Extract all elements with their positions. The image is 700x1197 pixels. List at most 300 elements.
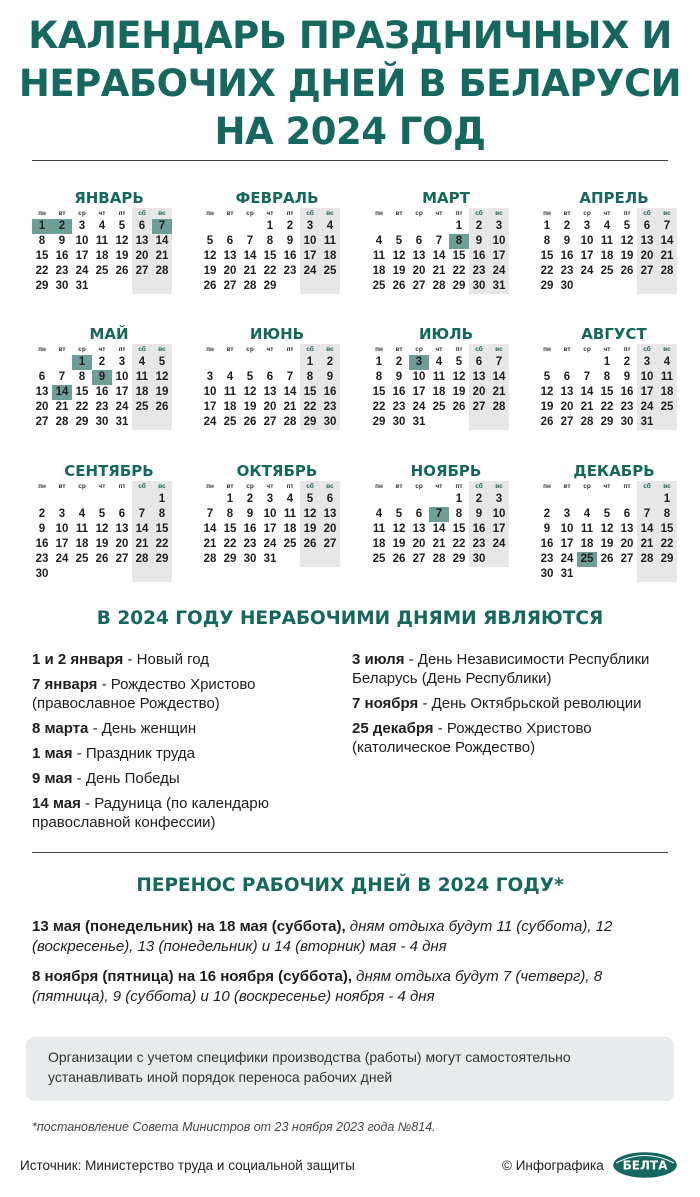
day-cell: 13 [115,523,129,535]
day-cell: 8 [543,235,551,247]
week-row [369,385,509,400]
day-cell: 9 [543,523,551,535]
day-cell: 22 [540,265,554,277]
week-row [200,385,340,400]
day-cell: 9 [58,235,66,247]
transfer-title: ПЕРЕНОС РАБОЧИХ ДНЕЙ В 2024 ГОДУ* [136,875,564,896]
weekday-label: пт [623,483,631,490]
day-cell: 26 [452,401,466,413]
day-cell: 3 [495,493,503,505]
day-cell: 29 [660,553,674,565]
holiday-day: 7 [152,219,172,234]
day-cell: 12 [243,386,257,398]
month-calendar [32,324,180,430]
day-cell: 4 [375,235,383,247]
week-row [369,415,509,430]
day-cell: 27 [412,553,426,565]
day-cell: 1 [543,220,551,232]
day-cell: 24 [115,401,129,413]
day-cell: 9 [246,508,254,520]
day-cell: 20 [412,265,426,277]
weekday-label: ср [246,346,254,353]
day-cell: 2 [475,220,483,232]
day-cell: 6 [226,235,234,247]
weekday-label: вт [58,346,66,353]
day-cell: 21 [492,386,506,398]
empty-cell [617,492,637,507]
month-name: АПРЕЛЬ [579,189,649,207]
weekday-label: вт [563,483,571,490]
weekday-label: пт [286,483,294,490]
day-cell: 28 [203,553,217,565]
day-cell: 5 [395,235,403,247]
day-cell: 30 [472,553,486,565]
day-cell: 1 [158,493,166,505]
day-cell: 22 [75,401,89,413]
day-cell: 19 [155,386,169,398]
empty-cell [220,355,240,370]
day-cell: 23 [560,265,574,277]
day-cell: 1 [603,356,611,368]
day-cell: 3 [266,493,274,505]
week-row [32,264,172,279]
title-line: НА 2024 ГОД [214,110,486,153]
empty-cell [52,567,72,582]
weekday-label: вс [663,210,671,217]
day-cell: 27 [115,553,129,565]
weekday-label: пт [286,210,294,217]
day-cell: 20 [560,401,574,413]
day-cell: 27 [323,538,337,550]
day-cell: 30 [35,568,49,580]
weekday-header [200,208,340,219]
day-cell: 8 [266,235,274,247]
weekday-label: сб [138,483,146,490]
transfer-details: дням отдыха будут 7 (четверг), 8 (пятница), 9 (суббота) и 10 (воскресенье) ноября - 4 дня [32,968,603,1005]
day-cell: 8 [663,508,671,520]
weekday-label: сб [643,483,651,490]
weekday-header [537,208,677,219]
day-cell: 14 [660,235,674,247]
day-cell: 7 [246,235,254,247]
month-calendar [369,461,517,567]
day-cell: 17 [55,538,69,550]
day-cell: 14 [203,523,217,535]
weekday-label: пт [623,210,631,217]
empty-cell [240,355,260,370]
week-row [369,507,509,522]
weekday-label: чт [603,483,611,490]
weekday-header [537,344,677,355]
day-cell: 17 [203,401,217,413]
day-cell: 21 [243,265,257,277]
day-cell: 15 [372,386,386,398]
day-cell: 16 [472,250,486,262]
day-cell: 15 [660,523,674,535]
day-cell: 4 [326,220,334,232]
day-cell: 13 [620,523,634,535]
day-cell: 23 [323,401,337,413]
weekday-label: пн [38,210,46,217]
day-cell: 11 [75,523,89,535]
weekday-label: вс [663,483,671,490]
day-cell: 9 [623,371,631,383]
transfer-item [32,917,672,957]
empty-cell [657,415,677,430]
weekday-label: вс [495,346,503,353]
day-cell: 18 [372,265,386,277]
day-cell: 4 [286,493,294,505]
day-cell: 24 [55,553,69,565]
week-row [32,219,172,234]
day-cell: 6 [38,371,46,383]
holiday-description: - Радуница (по календарю православной конфессии) [32,795,269,831]
day-cell: 22 [223,538,237,550]
day-cell: 29 [600,416,614,428]
empty-cell [240,219,260,234]
month-calendar [369,324,517,430]
day-cell: 13 [263,386,277,398]
day-cell: 8 [78,371,86,383]
day-cell: 22 [35,265,49,277]
day-cell: 16 [283,250,297,262]
month-days-grid [369,344,509,430]
week-row [32,552,172,567]
day-cell: 1 [266,220,274,232]
month-name: ЯНВАРЬ [74,189,144,207]
day-cell: 17 [560,538,574,550]
day-cell: 20 [323,523,337,535]
day-cell: 27 [223,280,237,292]
day-cell: 5 [118,220,126,232]
empty-cell [220,219,240,234]
empty-cell [320,279,340,294]
week-row [200,507,340,522]
day-cell: 23 [472,265,486,277]
day-cell: 2 [623,356,631,368]
day-cell: 7 [138,508,146,520]
weekday-label: пн [206,210,214,217]
transfer-dates: 8 ноября (пятница) на 16 ноября (суббота), [32,968,352,985]
empty-cell [200,492,220,507]
weekday-label: ср [415,210,423,217]
day-cell: 11 [323,235,337,247]
day-cell: 20 [640,250,654,262]
day-cell: 4 [583,508,591,520]
empty-cell [92,492,112,507]
day-cell: 23 [392,401,406,413]
weekday-label: сб [643,210,651,217]
day-cell: 6 [326,493,334,505]
weekday-label: ср [78,210,86,217]
empty-cell [112,279,132,294]
empty-cell [32,492,52,507]
weekday-label: вт [395,210,403,217]
day-cell: 18 [372,538,386,550]
holiday-date: 7 ноября [352,695,419,712]
day-cell: 23 [95,401,109,413]
day-cell: 28 [660,265,674,277]
day-cell: 21 [55,401,69,413]
transfer-item [32,967,672,1007]
day-cell: 24 [640,401,654,413]
day-cell: 21 [432,265,446,277]
week-row [537,219,677,234]
holiday-item [32,794,352,832]
day-cell: 4 [663,356,671,368]
empty-cell [152,567,172,582]
day-cell: 9 [563,235,571,247]
day-cell: 27 [135,265,149,277]
holiday-date: 1 и 2 января [32,651,124,668]
day-cell: 13 [323,508,337,520]
day-cell: 1 [306,356,314,368]
weekday-label: вс [326,210,334,217]
holiday-item [352,650,672,688]
day-cell: 15 [452,523,466,535]
day-cell: 13 [135,235,149,247]
month-name: МАЙ [89,325,129,343]
day-cell: 28 [432,553,446,565]
day-cell: 10 [263,508,277,520]
day-cell: 29 [35,280,49,292]
month-calendar [200,188,348,294]
day-cell: 5 [246,371,254,383]
weekday-label: вс [495,483,503,490]
weekday-label: пн [543,346,551,353]
weekday-label: вс [663,346,671,353]
day-cell: 13 [640,235,654,247]
day-cell: 6 [563,371,571,383]
weekday-label: ср [78,483,86,490]
weekday-label: чт [98,346,106,353]
day-cell: 4 [435,356,443,368]
day-cell: 25 [283,538,297,550]
weekday-label: сб [475,210,483,217]
day-cell: 19 [115,250,129,262]
day-cell: 10 [412,371,426,383]
empty-cell [152,279,172,294]
empty-cell [449,415,469,430]
day-cell: 29 [372,416,386,428]
day-cell: 3 [118,356,126,368]
month-calendar [537,324,685,430]
week-row [32,385,172,400]
day-cell: 15 [540,250,554,262]
week-row [32,522,172,537]
day-cell: 3 [58,508,66,520]
week-row [200,400,340,415]
day-cell: 4 [98,220,106,232]
month-days-grid [32,344,172,430]
week-row [369,264,509,279]
day-cell: 7 [495,356,503,368]
day-cell: 24 [412,401,426,413]
day-cell: 3 [643,356,651,368]
day-cell: 12 [452,371,466,383]
day-cell: 19 [203,265,217,277]
weekday-header [32,481,172,492]
empty-cell [300,279,320,294]
holiday-day: 2 [52,219,72,234]
week-row [32,249,172,264]
month-days-grid [537,208,677,294]
week-row [369,492,509,507]
day-cell: 16 [392,386,406,398]
week-row [537,370,677,385]
holiday-date: 1 мая [32,745,73,762]
week-row [537,355,677,370]
weekday-label: пт [118,483,126,490]
holiday-description: - День Независимости Республики Беларусь (День Республики) [352,651,650,687]
day-cell: 27 [620,553,634,565]
month-calendar [32,461,180,582]
day-cell: 31 [75,280,89,292]
day-cell: 11 [223,386,237,398]
day-cell: 15 [155,523,169,535]
footnote: *постановление Совета Министров от 23 ноября 2023 года №814. [32,1120,436,1134]
holiday-date: 8 марта [32,720,89,737]
empty-cell [280,355,300,370]
day-cell: 20 [620,538,634,550]
day-cell: 11 [600,235,614,247]
day-cell: 27 [472,401,486,413]
day-cell: 10 [75,235,89,247]
logo-text: БЕЛТА [622,1158,668,1173]
day-cell: 16 [35,538,49,550]
empty-cell [72,492,92,507]
empty-cell [597,567,617,582]
day-cell: 7 [583,371,591,383]
empty-cell [489,552,509,567]
day-cell: 10 [303,235,317,247]
day-cell: 12 [95,523,109,535]
week-row [369,537,509,552]
day-cell: 17 [412,386,426,398]
day-cell: 12 [600,523,614,535]
holiday-item [32,650,352,669]
day-cell: 18 [580,538,594,550]
week-row [200,492,340,507]
week-row [537,492,677,507]
day-cell: 3 [583,220,591,232]
day-cell: 28 [492,401,506,413]
day-cell: 14 [492,371,506,383]
day-cell: 21 [283,401,297,413]
empty-cell [637,567,657,582]
day-cell: 5 [98,508,106,520]
day-cell: 24 [560,553,574,565]
day-cell: 1 [375,356,383,368]
empty-cell [577,492,597,507]
weekday-label: чт [98,210,106,217]
day-cell: 14 [640,523,654,535]
empty-cell [369,492,389,507]
weekday-label: пн [38,346,46,353]
weekday-header [369,344,509,355]
day-cell: 6 [266,371,274,383]
holidays-list-left [32,650,352,838]
day-cell: 2 [475,493,483,505]
holiday-date: 9 мая [32,770,73,787]
week-row [32,355,172,370]
day-cell: 3 [78,220,86,232]
day-cell: 27 [640,265,654,277]
day-cell: 26 [155,401,169,413]
day-cell: 16 [323,386,337,398]
day-cell: 22 [452,538,466,550]
day-cell: 9 [38,523,46,535]
day-cell: 3 [206,371,214,383]
week-row [369,279,509,294]
day-cell: 12 [155,371,169,383]
week-row [537,537,677,552]
weekday-label: пт [118,346,126,353]
holidays-title: В 2024 ГОДУ НЕРАБОЧИМИ ДНЯМИ ЯВЛЯЮТСЯ [96,608,604,629]
empty-cell [92,567,112,582]
empty-cell [409,492,429,507]
empty-cell [112,492,132,507]
day-cell: 1 [455,493,463,505]
day-cell: 7 [206,508,214,520]
weekday-header [32,208,172,219]
weekday-label: вс [495,210,503,217]
week-row [200,234,340,249]
day-cell: 10 [55,523,69,535]
weekday-label: пн [38,483,46,490]
day-cell: 22 [263,265,277,277]
day-cell: 18 [223,401,237,413]
month-name: ФЕВРАЛЬ [235,189,319,207]
weekday-label: вт [563,346,571,353]
weekday-label: ср [78,346,86,353]
day-cell: 26 [115,265,129,277]
weekday-label: вс [158,346,166,353]
empty-cell [72,567,92,582]
day-cell: 4 [226,371,234,383]
day-cell: 16 [55,250,69,262]
day-cell: 24 [303,265,317,277]
week-row [369,400,509,415]
holiday-description: - Рождество Христово (католическое Рождество) [352,720,592,756]
divider [32,852,668,853]
empty-cell [389,219,409,234]
day-cell: 19 [392,538,406,550]
day-cell: 28 [135,553,149,565]
holiday-day: 3 [409,355,429,370]
week-row [537,552,677,567]
day-cell: 11 [95,235,109,247]
weekday-label: вс [326,483,334,490]
weekday-label: чт [435,346,443,353]
day-cell: 22 [303,401,317,413]
weekday-label: пн [206,346,214,353]
weekday-label: ср [583,210,591,217]
day-cell: 5 [158,356,166,368]
day-cell: 11 [372,250,386,262]
empty-cell [429,492,449,507]
month-name: ИЮНЬ [249,325,305,343]
day-cell: 31 [492,280,506,292]
day-cell: 23 [283,265,297,277]
empty-cell [369,219,389,234]
day-cell: 4 [375,508,383,520]
week-row [537,522,677,537]
weekday-label: сб [475,483,483,490]
weekday-label: сб [138,346,146,353]
week-row [200,355,340,370]
empty-cell [637,279,657,294]
